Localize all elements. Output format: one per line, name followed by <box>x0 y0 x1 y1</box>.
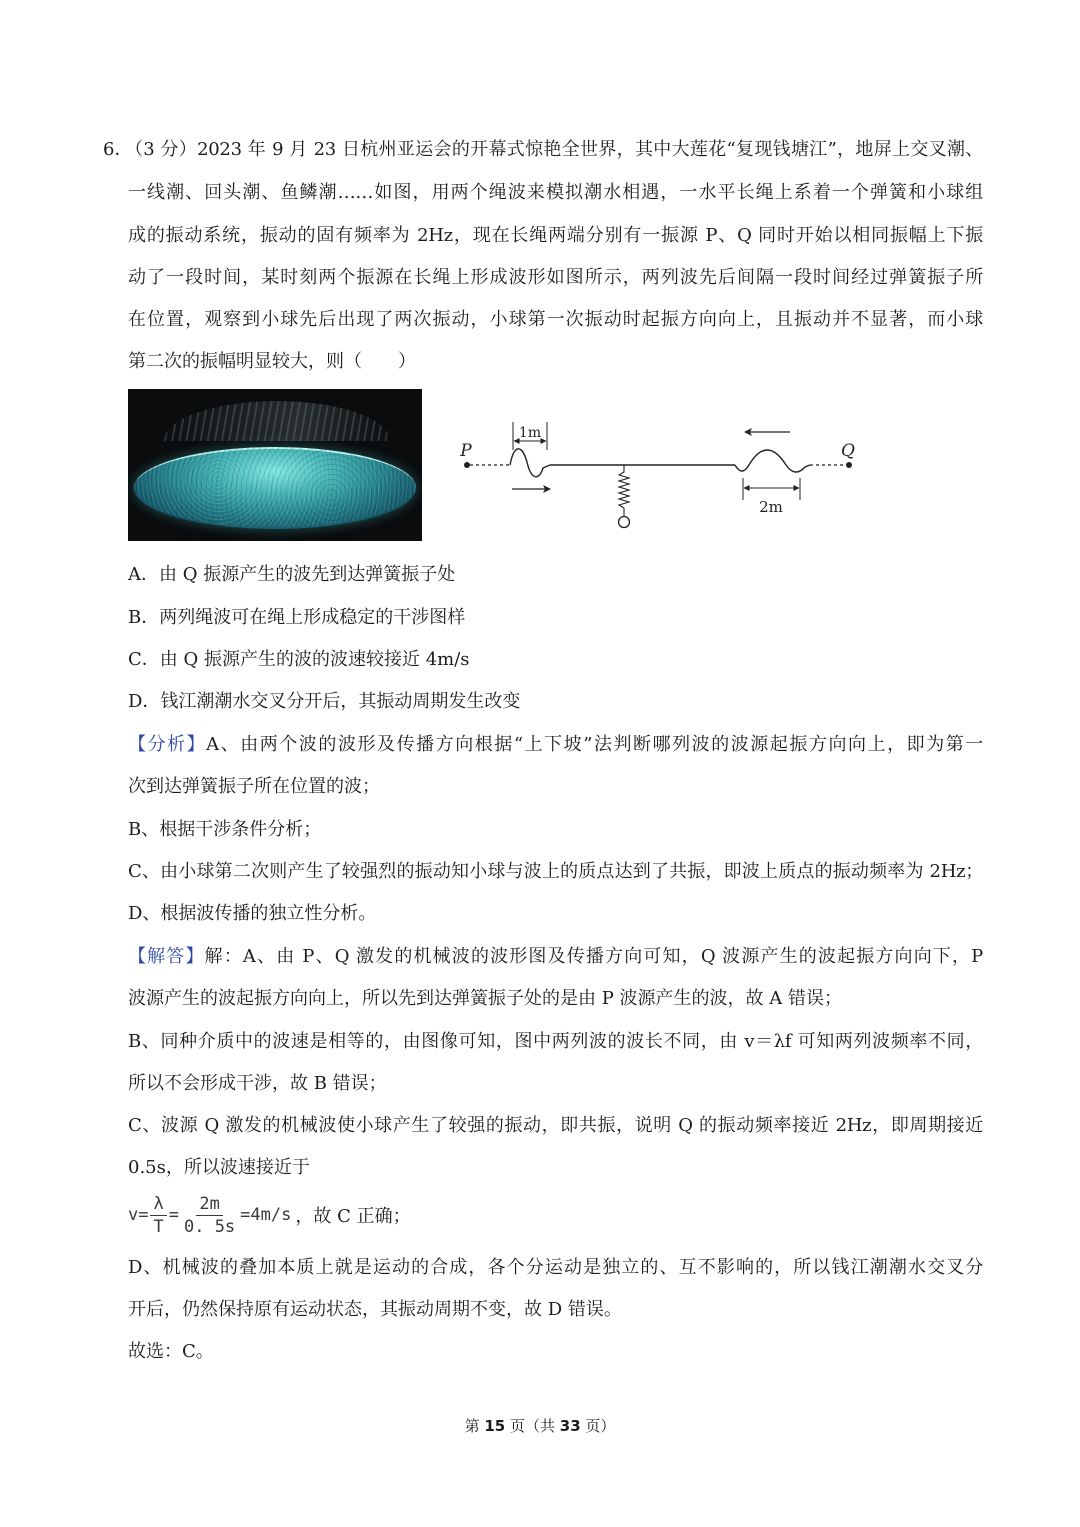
analysis-line: 次到达弹簧振子所在位置的波； <box>128 776 380 797</box>
question-line: （3 分）2023 年 9 月 23 日杭州亚运会的开幕式惊艳全世界，其中大莲花“复现钱塘江”，地屏上交叉潮、 <box>125 139 983 160</box>
formula-equals: = <box>168 1205 179 1225</box>
spring <box>619 465 629 516</box>
footer-suffix: 页） <box>580 1417 616 1435</box>
question-line: 一线潮、回头潮、鱼鳞潮……如图，用两个绳波来模拟潮水相遇，一水平长绳上系着一个弹簧和小球组 <box>128 182 983 203</box>
fraction-lambda-over-t <box>150 1193 166 1238</box>
ball <box>619 517 630 528</box>
solution-line: 开后，仍然保持原有运动状态，其振动周期不变，故 D 错误。 <box>128 1299 622 1320</box>
final-answer: 故选：C。 <box>128 1341 214 1362</box>
solution-line: 所以不会形成干涉，故 B 错误； <box>128 1073 387 1094</box>
left-wave <box>510 449 550 477</box>
formula-conclusion: ，故 C 正确； <box>295 1206 411 1227</box>
question-number: 6． <box>103 139 133 160</box>
question-line: 成的振动系统，振动的固有频率为 2Hz，现在长绳两端分别有一振源 P、Q 同时开始以相同振幅上下振 <box>128 225 983 246</box>
analysis-line: B、根据干涉条件分析； <box>128 819 322 840</box>
fraction-values <box>181 1193 238 1238</box>
analysis-line: C、由小球第二次则产生了较强烈的振动知小球与波上的质点达到了共振，即波上质点的振动频率为 2Hz； <box>128 861 983 882</box>
photo-upper-arc <box>164 401 390 441</box>
photo-texture <box>134 447 416 527</box>
solution-line: D、机械波的叠加本质上就是运动的合成，各个分运动是独立的、互不影响的，所以钱江潮潮水交叉分 <box>128 1257 983 1278</box>
source-p-dot <box>464 462 470 468</box>
footer-total-pages: 33 <box>559 1417 581 1435</box>
fraction-numerator: λ <box>150 1193 166 1216</box>
option-letter: B． <box>128 607 160 628</box>
option-letter: D． <box>128 691 161 712</box>
formula-lhs: v= <box>128 1205 149 1225</box>
analysis-line: D、根据波传播的独立性分析。 <box>128 903 377 924</box>
solution-line: 0.5s，所以波速接近于 <box>128 1157 310 1178</box>
analysis-text: A、由两个波的波形及传播方向根据“上下坡”法判断哪列波的波源起振方向向上，即为第一 <box>206 734 983 755</box>
solution-line <box>128 945 983 969</box>
question-line: 在位置，观察到小球先后出现了两次振动，小球第一次振动时起振方向向上，且振动并不显著，而小球 <box>128 309 983 330</box>
solution-label: 【解答】 <box>128 946 205 967</box>
fraction-denominator: T <box>153 1216 164 1237</box>
label-p: P <box>460 441 472 461</box>
option-text: 由 Q 振源产生的波的波速较接近 4m/s <box>159 649 470 670</box>
footer-prefix: 第 <box>464 1417 485 1435</box>
footer-page-number: 15 <box>484 1417 506 1435</box>
footer-middle: 页（共 <box>505 1417 560 1435</box>
option-a <box>128 563 455 587</box>
rope-wave-diagram <box>455 410 865 535</box>
label-q: Q <box>841 441 855 461</box>
option-text: 两列绳波可在绳上形成稳定的干涉图样 <box>159 607 466 628</box>
option-text: 钱江潮潮水交叉分开后，其振动周期发生改变 <box>160 691 521 712</box>
option-d <box>128 690 520 714</box>
solution-text: 解：A、由 P、Q 激发的机械波的波形图及传播方向可知，Q 波源产生的波起振方向向下，P <box>204 946 983 967</box>
velocity-formula <box>128 1190 411 1240</box>
solution-line: 波源产生的波起振方向向上，所以先到达弹簧振子处的是由 P 波源产生的波，故 A 错误； <box>128 988 842 1009</box>
fraction-denominator: 0. 5s <box>183 1216 236 1237</box>
question-line: 动了一段时间，某时刻两个振源在长绳上形成波形如图所示，两列波先后间隔一段时间经过弹簧振子所 <box>128 267 983 288</box>
lotus-stage-photo <box>128 389 422 541</box>
right-wave <box>735 450 810 472</box>
source-q-dot <box>846 462 852 468</box>
formula-result: =4m/s <box>240 1205 292 1225</box>
solution-line: C、波源 Q 激发的机械波使小球产生了较强的振动，即共振，说明 Q 的振动频率接近 2Hz，即周期接近 <box>128 1115 983 1136</box>
option-text: 由 Q 振源产生的波先到达弹簧振子处 <box>159 564 456 585</box>
right-wavelength-label: 2m <box>759 498 783 516</box>
analysis-label: 【分析】 <box>128 734 207 755</box>
question-line: 第二次的振幅明显较大，则（ ） <box>128 351 416 372</box>
fraction-numerator: 2m <box>196 1193 222 1216</box>
page-footer <box>0 1415 1080 1437</box>
option-letter: C． <box>128 649 160 670</box>
option-c <box>128 648 470 672</box>
solution-line: B、同种介质中的波速是相等的，由图像可知，图中两列波的波长不同，由 v＝λf 可知两列波频率不同， <box>128 1031 983 1052</box>
option-letter: A． <box>128 564 159 585</box>
option-b <box>128 606 465 630</box>
left-wavelength-label: 1m <box>518 425 542 441</box>
analysis-line <box>128 733 983 757</box>
